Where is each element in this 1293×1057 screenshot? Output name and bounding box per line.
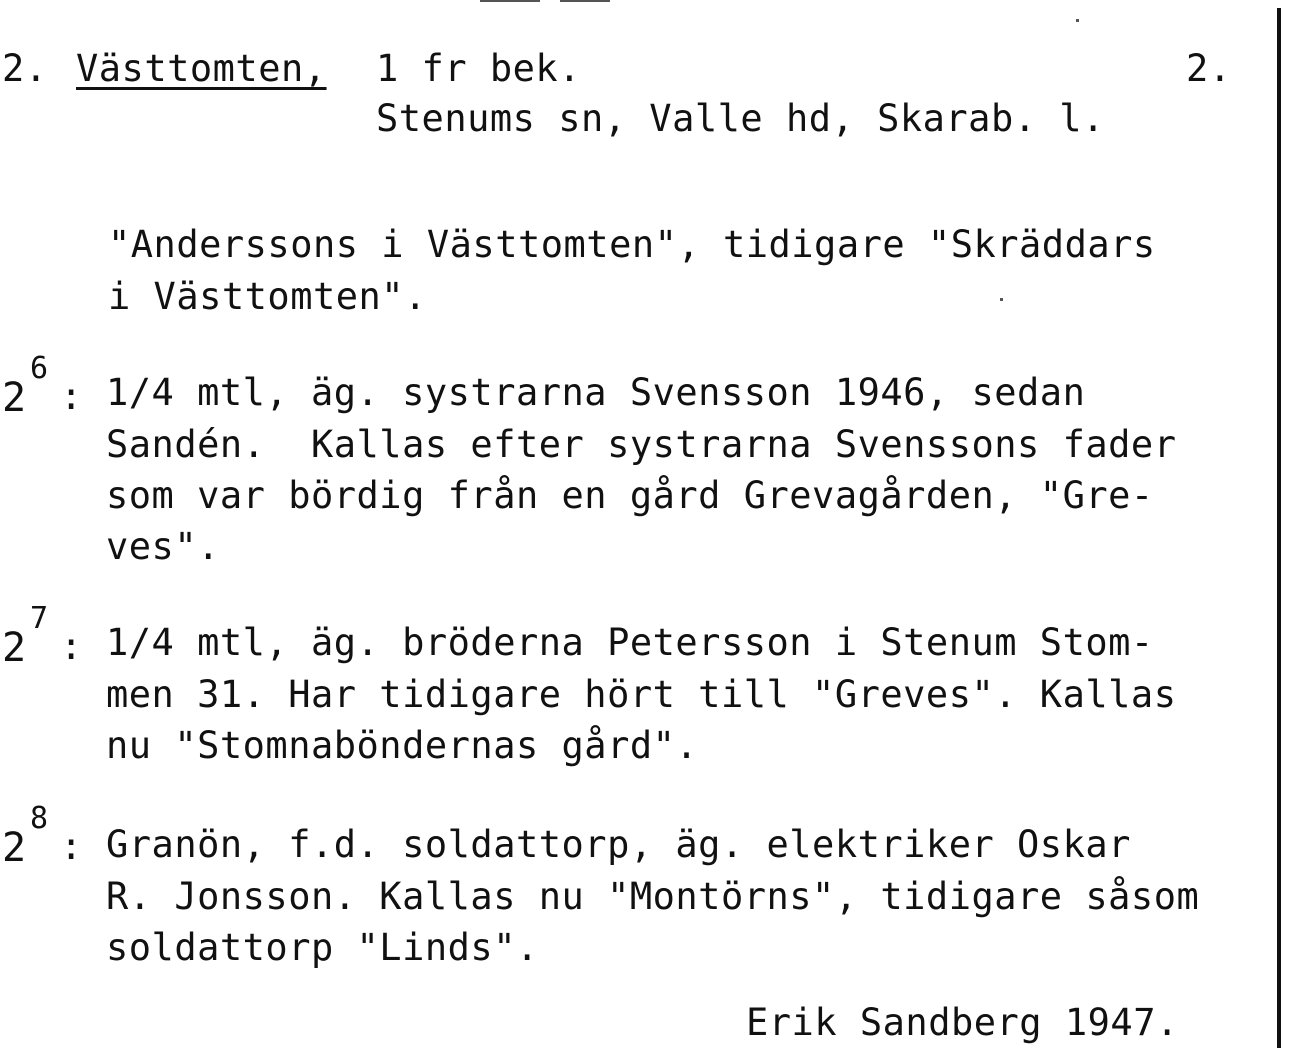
entry-line: 1/4 mtl, äg. systrarna Svensson 1946, sedan [106,371,1086,414]
entry-line: som var bördig från en gård Grevagården, "Gre- [106,474,1154,517]
entry-colon: : [60,625,83,668]
scan-mark [480,0,540,2]
entry-line: soldattorp "Linds". [106,926,539,969]
intro-line-2: i Västtomten". [108,275,427,318]
signature: Erik Sandberg 1947. [746,1001,1179,1044]
card-edge-line [1277,8,1281,1048]
scan-speck [1000,298,1003,301]
place-name: Västtomten, [76,47,327,90]
intro-line-1: "Anderssons i Västtomten", tidigare "Skräddars [108,223,1156,266]
entry-colon: : [60,375,83,418]
record-number-right: 2. [1186,47,1232,90]
entry-colon: : [60,825,83,868]
scan-mark [560,0,610,2]
entry-number-base: 2 [2,825,27,871]
entry-line: Granön, f.d. soldattorp, äg. elektriker Oskar [106,823,1131,866]
location: Stenums sn, Valle hd, Skarab. l. [376,97,1105,140]
holding-size: 1 fr bek. [376,47,581,90]
entry-line: R. Jonsson. Kallas nu "Montörns", tidigare såsom [106,875,1200,918]
entry-number-sup: 7 [30,601,49,636]
entry-number-base: 2 [2,625,27,671]
entry-line: Sandén. Kallas efter systrarna Svenssons fader [106,423,1177,466]
entry-number-base: 2 [2,375,27,421]
entry-number-sup: 6 [30,351,49,386]
entry-line: nu "Stomnaböndernas gård". [106,724,699,767]
entry-line: men 31. Har tidigare hört till "Greves". Kallas [106,673,1177,716]
entry-number-sup: 8 [30,801,49,836]
record-number: 2. [2,47,48,90]
entry-line: ves". [106,525,220,568]
entry-line: 1/4 mtl, äg. bröderna Petersson i Stenum Stom- [106,621,1154,664]
scan-speck [1076,19,1079,22]
